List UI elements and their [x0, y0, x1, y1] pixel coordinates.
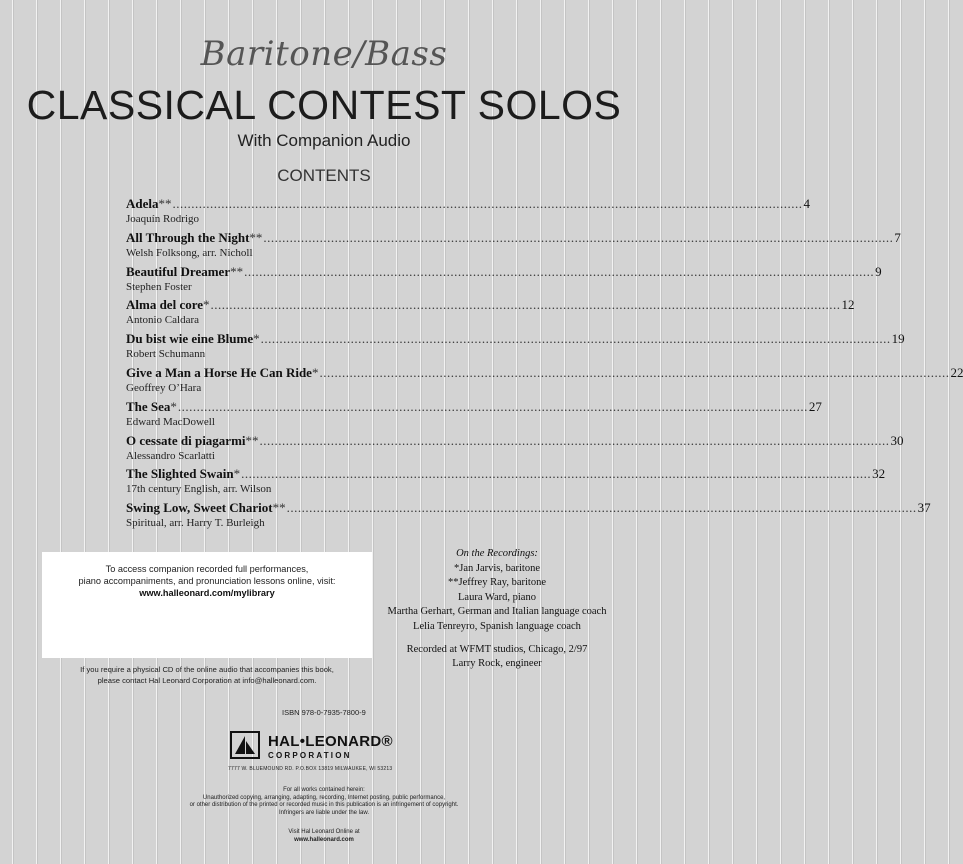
table-of-contents	[126, 195, 963, 533]
performer-credit: **Jeffrey Ray, baritone	[448, 577, 546, 589]
page-number: 37	[917, 500, 931, 516]
composer: Robert Schumann	[126, 348, 206, 361]
dot-leader: ........................................................................................................................................................................	[172, 196, 803, 211]
composer: Spiritual, arr. Harry T. Burleigh	[126, 517, 265, 530]
toc-entry	[126, 398, 822, 432]
dot-leader: ........................................................................................................................................................................	[177, 398, 808, 414]
edition-note: With Companion Audio	[237, 131, 411, 150]
song-title: The Slighted Swain	[126, 466, 234, 482]
singer-marker: *	[203, 297, 210, 313]
song-title: Adela	[126, 196, 159, 211]
page-number: 19	[891, 331, 905, 347]
page-number: 4	[803, 196, 810, 211]
toc-entry	[126, 195, 810, 229]
singer-marker: **	[272, 500, 286, 516]
page-number: 7	[894, 229, 901, 245]
singer-marker: **	[245, 432, 259, 448]
song-title: Swing Low, Sweet Chariot	[126, 500, 273, 516]
dot-leader: ........................................................................................................................................................................	[259, 432, 890, 448]
song-title: Beautiful Dreamer	[126, 263, 231, 279]
publisher-address: 7777 W. BLUEMOUND RD. P.O.BOX 13819 MILWAUKEE, WI 53213	[228, 766, 393, 772]
cd-note-line-2: please contact Hal Leonard Corporation at info@halleonard.com.	[97, 675, 317, 685]
hal-leonard-logo	[228, 729, 458, 775]
cd-note-line-1: If you require a physical CD of the online audio that accompanies this book,	[80, 665, 334, 674]
performer-credit: Laura Ward, piano	[458, 591, 536, 603]
contents-heading: CONTENTS	[277, 166, 371, 185]
song-title: Alma del core	[126, 297, 204, 313]
singer-marker: **	[230, 263, 244, 279]
book-title: CLASSICAL CONTEST SOLOS	[26, 82, 622, 128]
legal-line-2: Unauthorized copying, arranging, adapting, recording, Internet posting, public performance,	[202, 794, 446, 801]
toc-entry	[126, 263, 882, 297]
publisher-name: HAL•LEONARD®	[268, 733, 393, 750]
page-number: 12	[841, 297, 855, 313]
copyright-notice	[124, 787, 524, 817]
voice-subtitle: Baritone/Bass	[200, 34, 448, 74]
legal-line-3: or other distribution of the printed or recorded music in this publication is an infringement of copyright.	[189, 802, 459, 809]
toc-entry	[126, 330, 905, 364]
song-title: O cessate di piagarmi	[126, 432, 246, 448]
online-access-box	[42, 552, 372, 658]
performer-credit: Lelia Tenreyro, Spanish language coach	[413, 620, 581, 632]
toc-entry	[126, 465, 886, 499]
engineer-credit: Larry Rock, engineer	[452, 658, 542, 670]
dot-leader: ........................................................................................................................................................................	[260, 331, 891, 347]
song-title: Give a Man a Horse He Can Ride	[126, 364, 312, 380]
composer: Edward MacDowell	[126, 415, 215, 428]
singer-marker: *	[233, 466, 241, 482]
visit-online	[124, 829, 524, 844]
dot-leader: ........................................................................................................................................................................	[241, 466, 872, 482]
physical-cd-note	[42, 665, 372, 686]
isbn: ISBN 978-0-7935-7800-9	[282, 708, 366, 717]
legal-line-4: Infringers are liable under the law.	[278, 809, 370, 816]
performer-credit: *Jan Jarvis, baritone	[453, 562, 541, 574]
access-instructions-line-1: To access companion recorded full performances,	[105, 564, 309, 574]
composer: 17th century English, arr. Wilson	[126, 483, 272, 496]
page-number: 30	[890, 432, 904, 448]
dot-leader: ........................................................................................................................................................................	[244, 263, 875, 279]
dot-leader: ........................................................................................................................................................................	[286, 500, 917, 516]
singer-marker: *	[311, 364, 319, 380]
page-number: 22	[950, 364, 963, 380]
page-number: 32	[872, 466, 886, 482]
singer-marker: **	[249, 229, 263, 245]
composer: Stephen Foster	[126, 280, 192, 293]
composer: Alessandro Scarlatti	[126, 449, 215, 462]
composer: Welsh Folksong, arr. Nicholl	[126, 246, 253, 259]
legal-line-1: For all works contained herein:	[283, 787, 365, 793]
song-title: The Sea	[126, 398, 171, 414]
dot-leader: ........................................................................................................................................................................	[263, 229, 894, 245]
mylibrary-url[interactable]: www.halleonard.com/mylibrary	[139, 588, 275, 598]
toc-entry	[126, 296, 855, 330]
singer-marker: *	[253, 331, 260, 347]
dot-leader: ........................................................................................................................................................................	[210, 297, 841, 313]
composer: Geoffrey O’Hara	[126, 381, 202, 394]
publisher-website-url[interactable]: www.halleonard.com	[294, 836, 354, 843]
publisher-corporation: CORPORATION	[268, 751, 352, 760]
visit-line: Visit Hal Leonard Online at	[288, 829, 360, 835]
dot-leader: ........................................................................................................................................................................	[319, 364, 950, 380]
recordings-heading: On the Recordings:	[456, 548, 538, 559]
composer: Joaquín Rodrigo	[126, 213, 200, 225]
recordings-credits	[378, 547, 616, 672]
access-instructions-line-2: piano accompaniments, and pronunciation lessons online, visit:	[78, 576, 336, 586]
studio-credit: Recorded at WFMT studios, Chicago, 2/97	[406, 643, 588, 655]
page-number: 9	[875, 263, 882, 279]
toc-entry	[126, 229, 901, 263]
song-title: All Through the Night	[126, 229, 250, 245]
singer-marker: **	[158, 196, 172, 211]
toc-entry	[126, 364, 963, 398]
logo-mark-icon	[230, 731, 260, 759]
toc-entry	[126, 432, 904, 466]
composer: Antonio Caldara	[126, 314, 200, 327]
toc-entry	[126, 499, 931, 533]
page-number: 27	[808, 398, 822, 414]
singer-marker: *	[170, 398, 177, 414]
song-title: Du bist wie eine Blume	[126, 331, 254, 347]
performer-credit: Martha Gerhart, German and Italian language coach	[387, 606, 607, 618]
